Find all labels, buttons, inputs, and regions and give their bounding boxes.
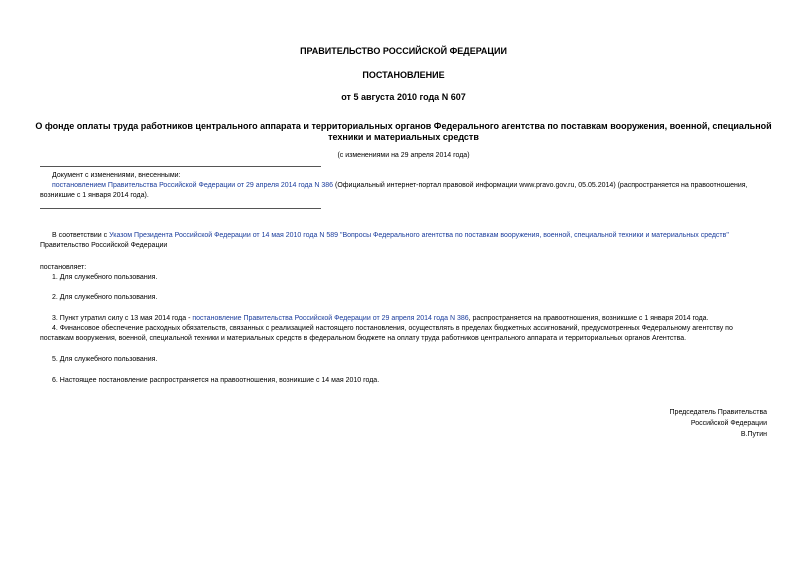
document-title: О фонде оплаты труда работников центрального аппарата и территориальных органов Федерального агентства по поставкам вооружения, военной, специальной техники и материальных средств — [35, 121, 772, 142]
amendments-intro: Документ с изменениями, внесенными: — [52, 172, 181, 179]
preamble-government: Правительство Российской Федерации — [40, 242, 168, 249]
item-3 — [52, 314, 709, 324]
amendments-top-rule — [40, 166, 321, 167]
preamble-prefix: В соответствии с — [52, 232, 110, 239]
preamble-line — [52, 231, 729, 241]
item-2: 2. Для служебного пользования. — [52, 294, 158, 301]
signature-block — [670, 407, 767, 440]
item-6: 6. Настоящее постановление распространяется на правоотношения, возникшие с 14 мая 2010 года. — [52, 377, 380, 384]
amendment-decree-link[interactable]: постановлением Правительства Российской Федерации от 29 апреля 2014 года N 386 — [52, 182, 334, 189]
presidential-decree-link[interactable]: Указом Президента Российской Федерации от 14 мая 2010 года N 589 "Вопросы Федерального агентства по поставкам вооружения, военной, специальной техники и материальных средств" — [109, 232, 729, 239]
changes-note: (с изменениями на 29 апреля 2014 года) — [337, 152, 470, 159]
item-4-line2: поставкам вооружения, военной, специальной техники и материальных средств в федеральном бюджете на оплату труда работников центрального аппарата и территориальных органов Агентства. — [40, 335, 687, 342]
signature-name: В.Путин — [740, 431, 767, 438]
item-3-decree-link[interactable]: постановление Правительства Российской Федерации от 29 апреля 2014 года N 386 — [192, 315, 469, 322]
document-type-heading: ПОСТАНОВЛЕНИЕ — [362, 70, 445, 80]
item-3-suffix: , распространяется на правоотношения, возникшие с 1 января 2014 года. — [468, 315, 709, 322]
item-1: 1. Для служебного пользования. — [52, 274, 158, 281]
amendments-line — [52, 181, 748, 191]
government-heading: ПРАВИТЕЛЬСТВО РОССИЙСКОЙ ФЕДЕРАЦИИ — [300, 46, 507, 56]
signature-title-line1: Председатель Правительства — [669, 409, 767, 416]
amendments-rest-continued: возникшие с 1 января 2014 года). — [40, 192, 149, 199]
item-4-line1: 4. Финансовое обеспечение расходных обязательств, связанных с реализацией настоящего постановления, осуществлять в пределах бюджетных ассигнований, предусмотренных Федеральному агентству по — [52, 325, 733, 332]
item-3-prefix: 3. Пункт утратил силу с 13 мая 2014 года - — [52, 315, 193, 322]
signature-title-line2: Российской Федерации — [690, 420, 767, 427]
item-5: 5. Для служебного пользования. — [52, 356, 158, 363]
amendments-rest: (Официальный интернет-портал правовой информации www.pravo.gov.ru, 05.05.2014) (распространяется на правоотношения, — [333, 182, 748, 189]
amendments-bottom-rule — [40, 208, 321, 209]
document-date-number: от 5 августа 2010 года N 607 — [341, 92, 466, 102]
resolves-label: постановляет: — [40, 264, 87, 271]
